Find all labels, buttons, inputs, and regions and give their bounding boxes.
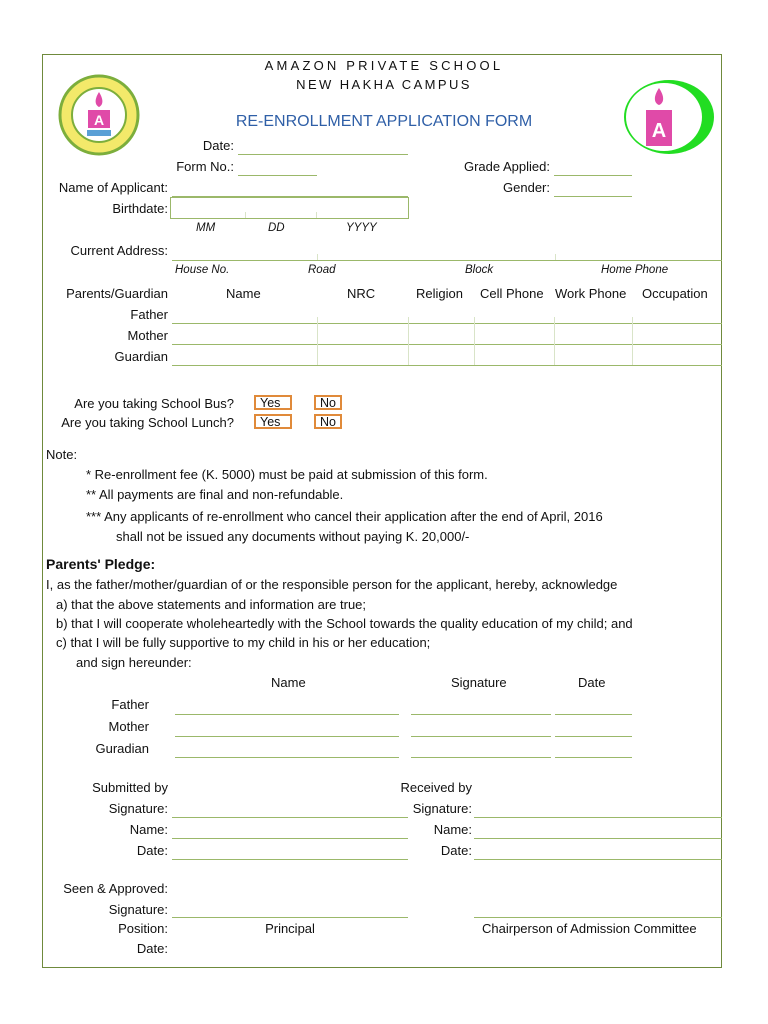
pledge-guardian-date[interactable] (555, 757, 632, 758)
received-date-label: Date: (440, 843, 472, 858)
pledge-c: c) that I will be fully supportive to my child in his or her education; (56, 635, 431, 650)
form-no-field[interactable] (238, 175, 317, 176)
pledge-col-signature: Signature (451, 675, 507, 690)
form-no-label: Form No.: (176, 159, 234, 174)
note-label: Note: (46, 447, 78, 462)
lunch-no-checkbox[interactable]: No (314, 414, 342, 429)
col-religion: Religion (416, 286, 463, 301)
approval-position-label: Position: (118, 921, 168, 936)
note-line-2: ** All payments are final and non-refundable. (86, 487, 344, 502)
col-occupation: Occupation (642, 286, 708, 301)
col-name: Name (226, 286, 261, 301)
note-line-3b: shall not be issued any documents without paying K. 20,000/- (116, 529, 470, 544)
date-label: Date: (202, 138, 234, 153)
school-name: AMAZON PRIVATE SCHOOL (264, 58, 504, 73)
submitted-date-field[interactable] (172, 859, 408, 860)
approval-chair-signature-field[interactable] (474, 917, 722, 918)
addr-block-hint: Block (465, 264, 494, 276)
date-field[interactable] (238, 154, 408, 155)
pledge-row-guardian: Guradian (95, 741, 149, 756)
campus-name: NEW HAKHA CAMPUS (296, 77, 472, 92)
note-line-1: * Re-enrollment fee (K. 5000) must be paid at submission of this form. (86, 467, 488, 482)
pledge-father-signature[interactable] (411, 714, 551, 715)
addr-phone-hint: Home Phone (601, 264, 669, 276)
submitted-date-label: Date: (136, 843, 168, 858)
approval-signature-label: Signature: (108, 902, 168, 917)
tbl-sep-3 (474, 317, 475, 365)
pledge-father-name[interactable] (175, 714, 399, 715)
approval-principal: Principal (265, 921, 315, 936)
col-work-phone: Work Phone (555, 286, 627, 301)
birth-yyyy-hint: YYYY (346, 222, 377, 234)
pledge-a: a) that the above statements and information are true; (56, 597, 367, 612)
lunch-yes-checkbox[interactable]: Yes (254, 414, 292, 429)
row-mother-field[interactable] (172, 344, 722, 345)
tbl-sep-1 (317, 317, 318, 365)
pledge-mother-date[interactable] (555, 736, 632, 737)
addr-sep-2 (555, 254, 556, 260)
submitted-name-label: Name: (129, 822, 168, 837)
col-cell-phone: Cell Phone (480, 286, 544, 301)
submitted-name-field[interactable] (172, 838, 408, 839)
pledge-intro: I, as the father/mother/guardian of or the responsible person for the applicant, hereby, acknowledge (46, 577, 618, 592)
row-mother-label: Mother (127, 328, 168, 343)
approval-date-label: Date: (136, 941, 168, 956)
tbl-sep-2 (408, 317, 409, 365)
pledge-mother-signature[interactable] (411, 736, 551, 737)
pledge-father-date[interactable] (555, 714, 632, 715)
row-guardian-label: Guardian (114, 349, 168, 364)
approval-signature-field[interactable] (172, 917, 408, 918)
received-date-field[interactable] (474, 859, 722, 860)
pledge-guardian-name[interactable] (175, 757, 399, 758)
bus-no-checkbox[interactable]: No (314, 395, 342, 410)
gender-label: Gender: (503, 180, 550, 195)
seen-approved-label: Seen & Approved: (63, 881, 168, 896)
approval-chairperson: Chairperson of Admission Committee (482, 921, 697, 936)
svg-text:A: A (651, 120, 667, 142)
gender-field[interactable] (554, 196, 632, 197)
tbl-sep-5 (632, 317, 633, 365)
current-address-field[interactable] (172, 260, 722, 261)
note-line-3a: *** Any applicants of re-enrollment who cancel their application after the end of April, 2016 (86, 509, 603, 524)
received-name-field[interactable] (474, 838, 722, 839)
pledge-title: Parents' Pledge: (46, 556, 156, 572)
birthdate-label: Birthdate: (112, 201, 168, 216)
row-father-label: Father (130, 307, 168, 322)
col-nrc: NRC (347, 286, 376, 301)
row-father-field[interactable] (172, 323, 722, 324)
pledge-b: b) that I will cooperate wholeheartedly with the School towards the quality education of my child; and (56, 616, 633, 631)
birth-mm-hint: MM (196, 222, 216, 234)
received-signature-label: Signature: (412, 801, 472, 816)
received-signature-field[interactable] (474, 817, 722, 818)
bus-yes-checkbox[interactable]: Yes (254, 395, 292, 410)
pledge-col-date: Date (578, 675, 606, 690)
pledge-row-mother: Mother (108, 719, 149, 734)
grade-applied-field[interactable] (554, 175, 632, 176)
col-parents-guardian: Parents/Guardian (66, 286, 168, 301)
row-guardian-field[interactable] (172, 365, 722, 366)
pledge-guardian-signature[interactable] (411, 757, 551, 758)
birthdate-sep-2 (316, 212, 317, 218)
pledge-sign: and sign hereunder: (76, 655, 192, 670)
birth-dd-hint: DD (268, 222, 285, 234)
applicant-name-label: Name of Applicant: (58, 180, 168, 195)
submitted-signature-field[interactable] (172, 817, 408, 818)
submitted-signature-label: Signature: (108, 801, 168, 816)
current-address-label: Current Address: (70, 243, 168, 258)
pledge-col-name: Name (271, 675, 306, 690)
addr-sep-1 (317, 254, 318, 260)
pledge-mother-name[interactable] (175, 736, 399, 737)
birthdate-sep-1 (245, 212, 246, 218)
submitted-by-label: Submitted by (92, 780, 168, 795)
svg-text:A: A (93, 112, 105, 128)
birthdate-field[interactable] (170, 197, 409, 219)
tbl-sep-4 (554, 317, 555, 365)
received-by-label: Received by (400, 780, 472, 795)
grade-applied-label: Grade Applied: (463, 159, 550, 174)
received-name-label: Name: (433, 822, 472, 837)
right-school-logo (622, 78, 716, 156)
form-title: RE-ENROLLMENT APPLICATION FORM (235, 113, 533, 130)
pledge-row-father: Father (111, 697, 149, 712)
addr-road-hint: Road (308, 264, 336, 276)
addr-house-hint: House No. (175, 264, 230, 276)
bus-question: Are you taking School Bus? (74, 396, 234, 411)
lunch-question: Are you taking School Lunch? (61, 415, 234, 430)
